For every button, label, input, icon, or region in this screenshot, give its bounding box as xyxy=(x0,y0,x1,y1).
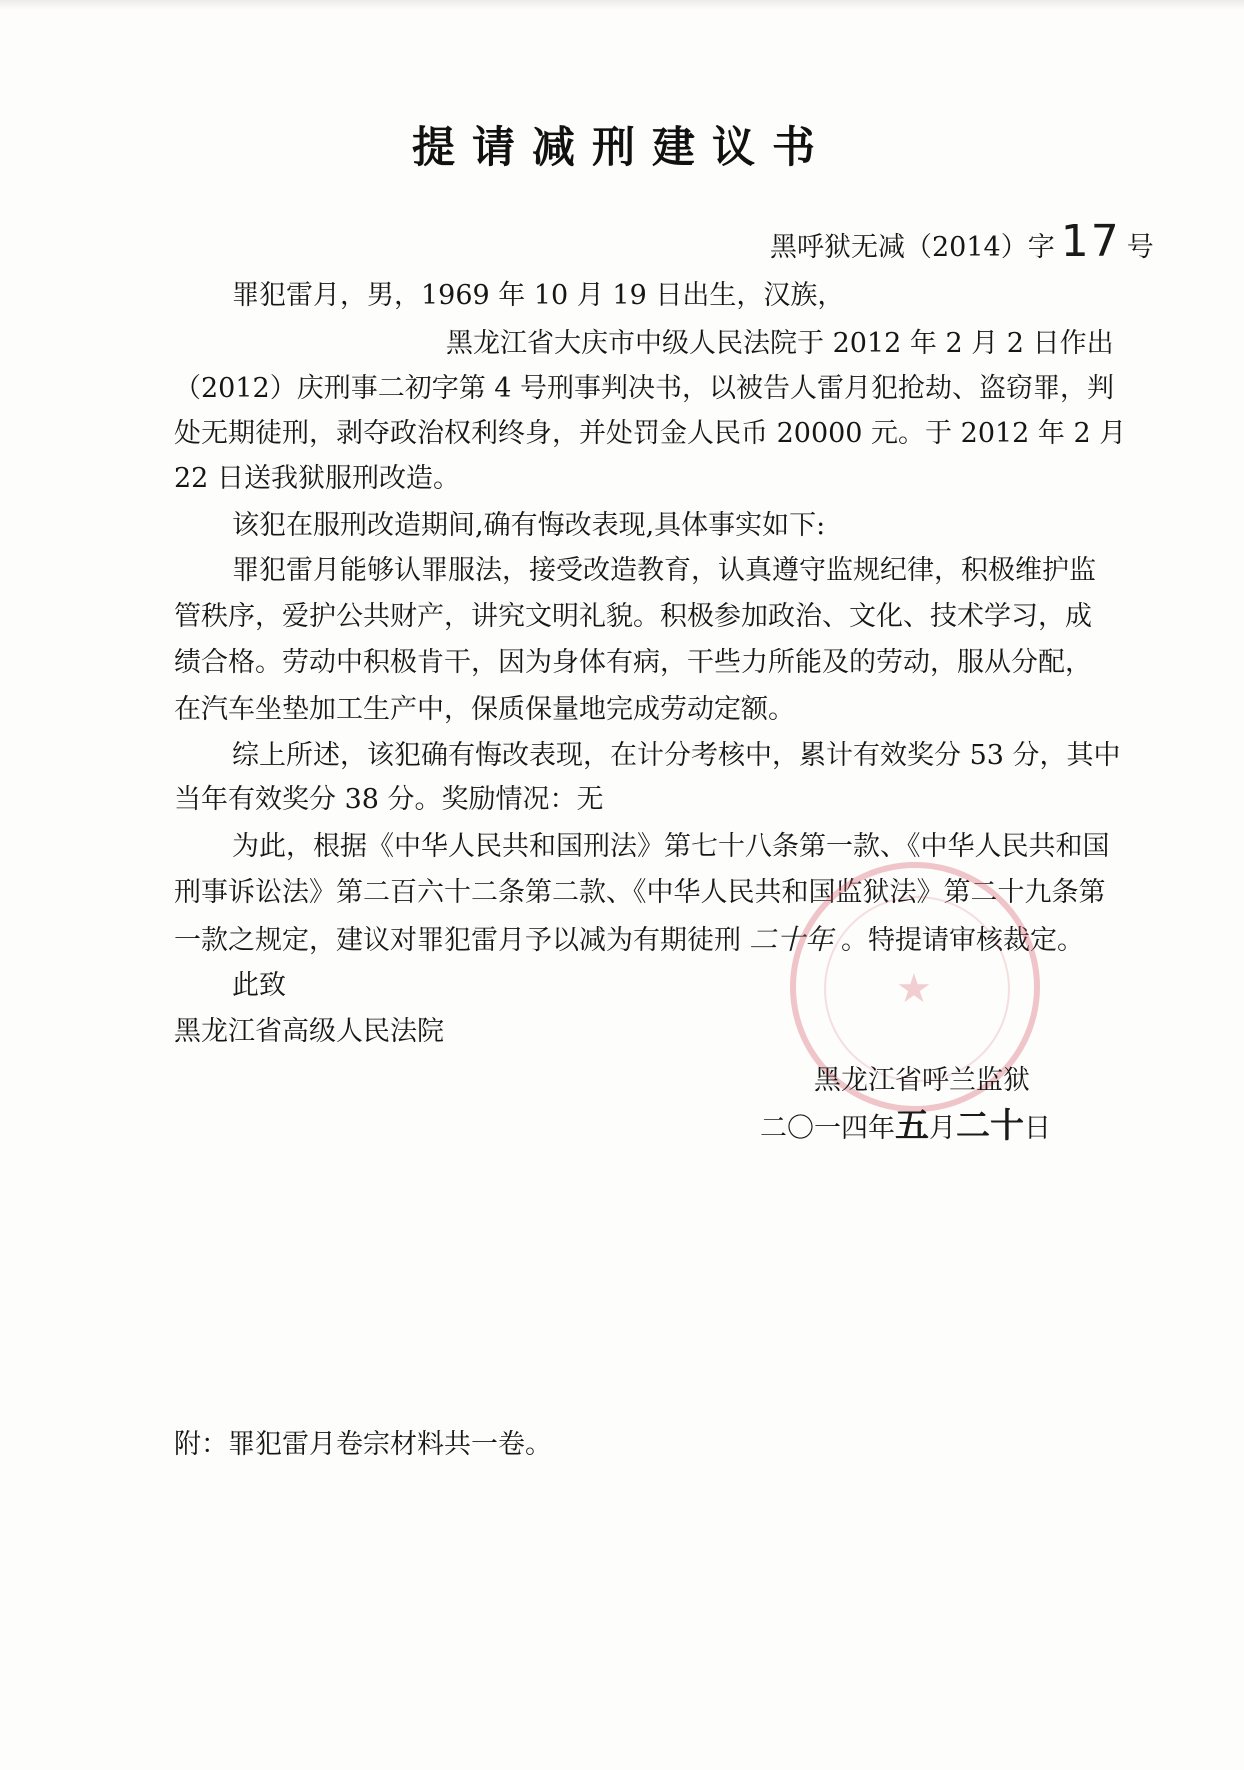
paragraph-line: 综上所述，该犯确有悔改表现，在计分考核中，累计有效奖分 53 分，其中 xyxy=(232,740,1121,771)
issue-date-day-unit: 日 xyxy=(1024,1113,1051,1144)
paragraph-line: 罪犯雷月能够认罪服法，接受改造教育，认真遵守监规纪律，积极维护监 xyxy=(232,555,1096,586)
paragraph-line: 在汽车坐垫加工生产中，保质保量地完成劳动定额。 xyxy=(174,694,795,725)
handwritten-day: 二十 xyxy=(956,1106,1024,1146)
paragraph-line: （2012）庆刑事二初字第 4 号刑事判决书，以被告人雷月犯抢劫、盗窃罪，判 xyxy=(174,373,1115,404)
document-title: 提请减刑建议书 xyxy=(412,123,832,173)
paragraph-line: 罪犯雷月，男，1969 年 10 月 19 日出生，汉族， xyxy=(232,280,845,311)
paragraph-line: 管秩序，爱护公共财产，讲究文明礼貌。积极参加政治、文化、技术学习，成 xyxy=(174,601,1092,632)
recommendation-text: 一款之规定，建议对罪犯雷月予以减为有期徒刑 xyxy=(174,925,741,956)
document-number-suffix: 号 xyxy=(1126,232,1154,263)
handwritten-sentence-term: 二十年 xyxy=(748,923,833,956)
seal-star-icon: ★ xyxy=(896,966,932,1012)
issuing-authority: 黑龙江省呼兰监狱 xyxy=(814,1065,1030,1096)
handwritten-month: 五 xyxy=(895,1106,929,1146)
paragraph-line: 为此，根据《中华人民共和国刑法》第七十八条第一款、《中华人民共和国 xyxy=(232,831,1110,862)
document-number xyxy=(770,216,1154,267)
paragraph-line: 黑龙江省大庆市中级人民法院于 2012 年 2 月 2 日作出 xyxy=(446,328,1114,359)
recommendation-closing: 。特提请审核裁定。 xyxy=(841,925,1084,956)
addressee: 黑龙江省高级人民法院 xyxy=(174,1016,444,1047)
paragraph-line: 当年有效奖分 38 分。奖励情况：无 xyxy=(174,784,604,815)
issue-date-year: 二〇一四年 xyxy=(760,1113,895,1144)
handwritten-document-number: 17 xyxy=(1060,216,1121,267)
paragraph-line: 绩合格。劳动中积极肯干，因为身体有病，干些力所能及的劳动，服从分配， xyxy=(174,647,1092,678)
paragraph-line: 刑事诉讼法》第二百六十二条第二款、《中华人民共和国监狱法》第二十九条第 xyxy=(174,877,1106,908)
scan-edge xyxy=(0,0,1244,10)
paragraph-line: 22 日送我狱服刑改造。 xyxy=(174,463,460,494)
issue-date-month-unit: 月 xyxy=(929,1113,956,1144)
paragraph-line: 处无期徒刑，剥夺政治权利终身，并处罚金人民币 20000 元。于 2012 年 2 月 xyxy=(174,418,1127,449)
document-number-prefix: 黑呼狱无减（2014）字 xyxy=(770,232,1055,263)
paragraph-line: 该犯在服刑改造期间,确有悔改表现,具体事实如下: xyxy=(232,510,826,541)
salutation: 此致 xyxy=(232,970,286,1001)
issue-date xyxy=(760,1108,1051,1147)
attachment-note: 附：罪犯雷月卷宗材料共一卷。 xyxy=(174,1429,552,1460)
